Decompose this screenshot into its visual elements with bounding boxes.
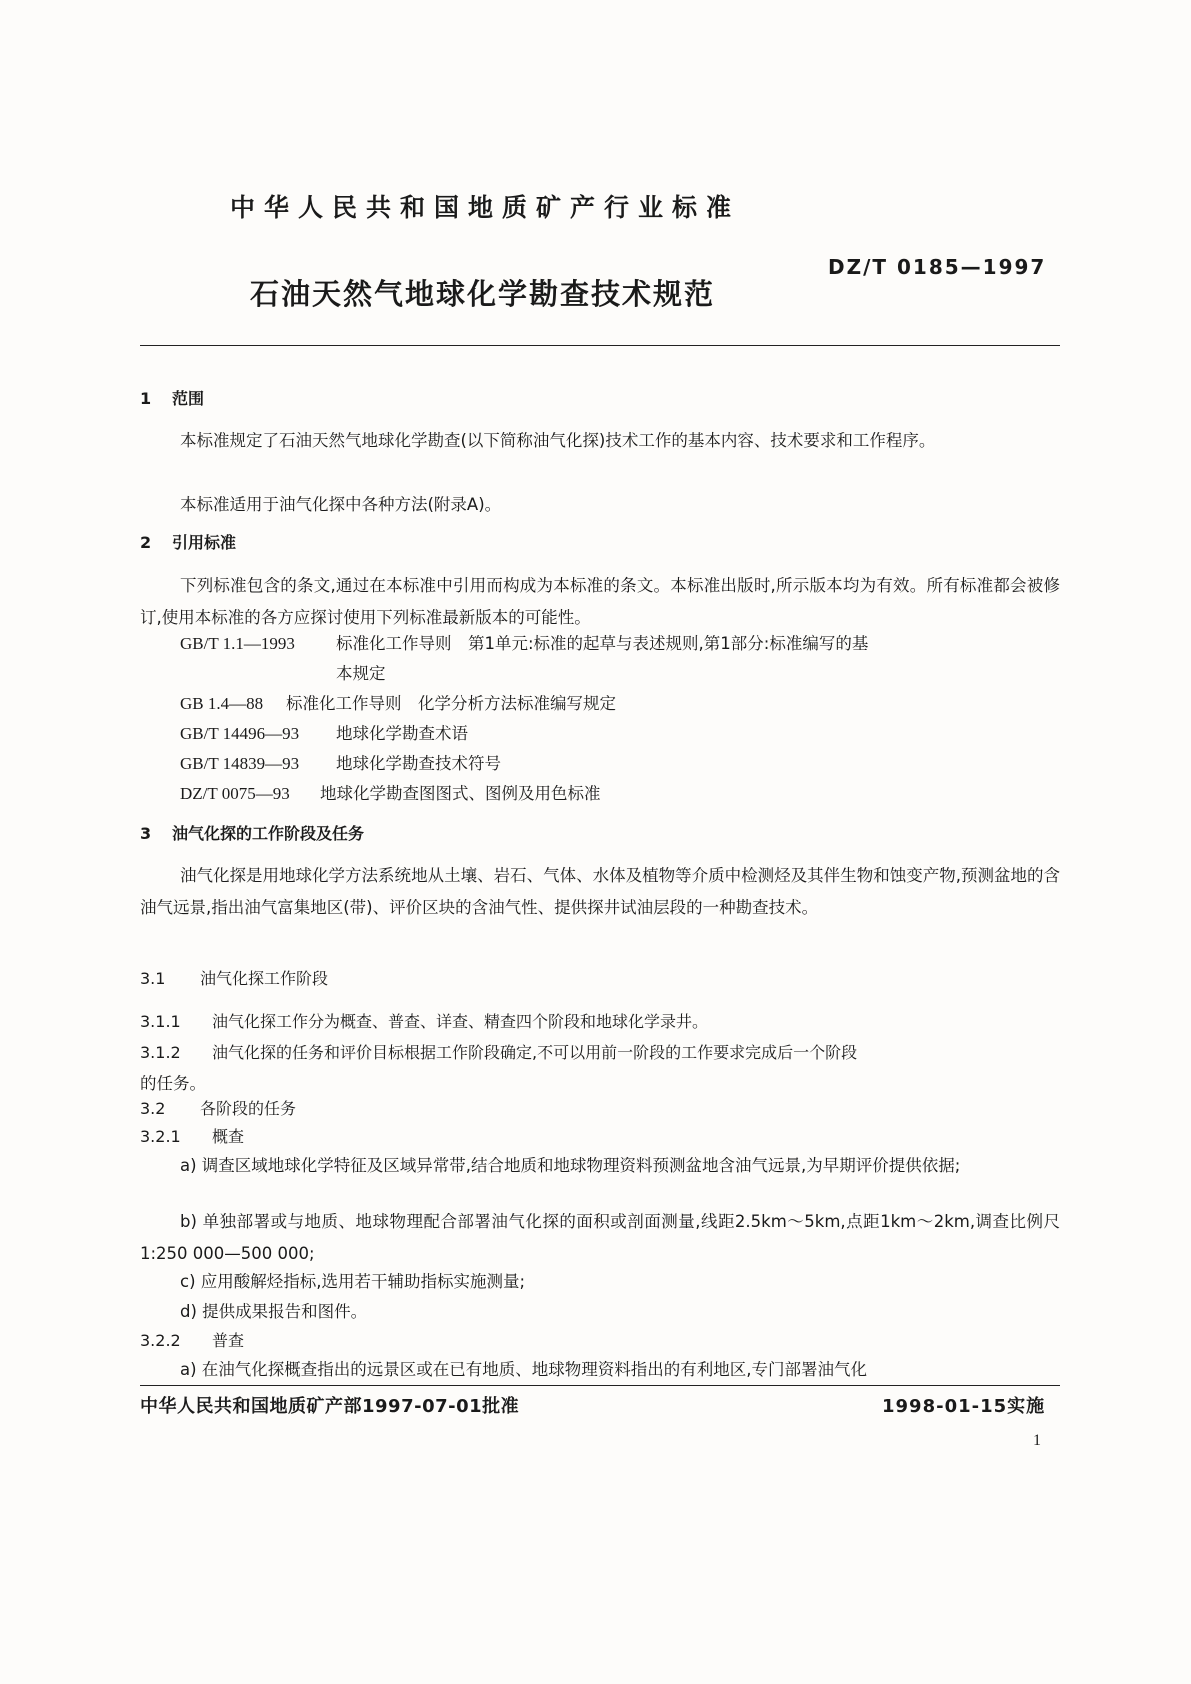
section-2-paragraph-1: 下列标准包含的条文,通过在本标准中引用而构成为本标准的条文。本标准出版时,所示版本均为有效。所有标准都会被修订,使用本标准的各方应探讨使用下列标准最新版本的可能性。 bbox=[140, 576, 1060, 627]
clause-text-continuation: 的任务。 bbox=[140, 1074, 206, 1093]
footer-rule bbox=[140, 1385, 1060, 1386]
standard-category-title: 中华人民共和国地质矿产行业标准 bbox=[230, 193, 741, 222]
section-1-paragraph-1: 本标准规定了石油天然气地球化学勘查(以下简称油气化探)技术工作的基本内容、技术要求和工作程序。 bbox=[180, 431, 936, 450]
section-1-paragraph-2: 本标准适用于油气化探中各种方法(附录A)。 bbox=[180, 495, 502, 514]
section-2-heading bbox=[140, 530, 236, 553]
section-title: 引用标准 bbox=[172, 533, 237, 552]
clause-title: 普查 bbox=[212, 1331, 245, 1350]
clause-text: 油气化探的任务和评价目标根据工作阶段确定,不可以用前一阶段的工作要求完成后一个阶段 bbox=[212, 1043, 858, 1062]
approval-statement: 中华人民共和国地质矿产部1997-07-01批准 bbox=[140, 1396, 520, 1417]
header-rule bbox=[140, 345, 1060, 346]
reference-item bbox=[180, 780, 601, 804]
subsection-3-2-heading bbox=[140, 1096, 296, 1119]
reference-item bbox=[180, 720, 468, 744]
clause-number: 3.2.2 bbox=[140, 1331, 181, 1350]
clause-number: 3.1.2 bbox=[140, 1043, 181, 1062]
clause-3-1-1 bbox=[140, 1009, 708, 1032]
reference-item bbox=[180, 630, 868, 654]
reference-item bbox=[180, 750, 501, 774]
section-1-heading bbox=[140, 386, 204, 409]
clause-number: 3.1.1 bbox=[140, 1012, 181, 1031]
list-item-d: d) 提供成果报告和图件。 bbox=[180, 1302, 368, 1321]
reference-code: GB 1.4—88 bbox=[180, 694, 264, 713]
reference-code: GB/T 14496—93 bbox=[180, 724, 300, 743]
subsection-title: 各阶段的任务 bbox=[200, 1099, 297, 1118]
section-3-heading bbox=[140, 821, 364, 844]
reference-code: GB/T 1.1—1993 bbox=[180, 634, 295, 653]
section-number: 1 bbox=[140, 389, 152, 408]
clause-3-2-2-heading bbox=[140, 1328, 244, 1351]
page-number: 1 bbox=[1033, 1432, 1041, 1449]
subsection-number: 3.2 bbox=[140, 1099, 166, 1118]
standard-code: DZ/T 0185—1997 bbox=[828, 255, 1047, 279]
clause-number: 3.2.1 bbox=[140, 1127, 181, 1146]
list-item-b: b) 单独部署或与地质、地球物理配合部署油气化探的面积或剖面测量,线距2.5km～5km,点距1km～2km,调查比例尺1:250 000—500 000; bbox=[140, 1212, 1060, 1263]
section-number: 3 bbox=[140, 824, 152, 843]
reference-code: GB/T 14839—93 bbox=[180, 754, 300, 773]
reference-title: 标准化工作导则 化学分析方法标准编写规定 bbox=[286, 694, 616, 713]
reference-title: 地球化学勘查术语 bbox=[336, 724, 468, 743]
reference-item bbox=[180, 690, 616, 714]
list-item-c: c) 应用酸解烃指标,选用若干辅助指标实施测量; bbox=[180, 1272, 526, 1291]
reference-title: 标准化工作导则 第1单元:标准的起草与表述规则,第1部分:标准编写的基 bbox=[336, 634, 869, 653]
reference-code: DZ/T 0075—93 bbox=[180, 784, 290, 803]
list-item-a: a) 调查区域地球化学特征及区域异常带,结合地质和地球物理资料预测盆地含油气远景,为早期评价提供依据; bbox=[180, 1156, 961, 1175]
section-number: 2 bbox=[140, 533, 152, 552]
clause-text: 油气化探工作分为概查、普查、详查、精查四个阶段和地球化学录井。 bbox=[212, 1012, 709, 1031]
section-title: 范围 bbox=[172, 389, 205, 408]
clause-3-1-2 bbox=[140, 1040, 857, 1063]
reference-title-continuation: 本规定 bbox=[336, 664, 386, 683]
reference-title: 地球化学勘查图图式、图例及用色标准 bbox=[320, 784, 601, 803]
subsection-number: 3.1 bbox=[140, 969, 166, 988]
list-item-a: a) 在油气化探概查指出的远景区或在已有地质、地球物理资料指出的有利地区,专门部署油气化 bbox=[180, 1360, 868, 1379]
section-3-paragraph-1: 油气化探是用地球化学方法系统地从土壤、岩石、气体、水体及植物等介质中检测烃及其伴生物和蚀变产物,预测盆地的含油气远景,指出油气富集地区(带)、评价区块的含油气性、提供探井试油层段的一种勘查技术。 bbox=[140, 866, 1060, 917]
reference-title: 地球化学勘查技术符号 bbox=[336, 754, 501, 773]
clause-3-2-1-heading bbox=[140, 1124, 244, 1147]
clause-title: 概查 bbox=[212, 1127, 245, 1146]
subsection-3-1-heading bbox=[140, 966, 328, 989]
section-title: 油气化探的工作阶段及任务 bbox=[172, 824, 365, 843]
effective-date: 1998-01-15实施 bbox=[882, 1396, 1046, 1417]
subsection-title: 油气化探工作阶段 bbox=[200, 969, 329, 988]
document-title: 石油天然气地球化学勘查技术规范 bbox=[250, 277, 716, 311]
